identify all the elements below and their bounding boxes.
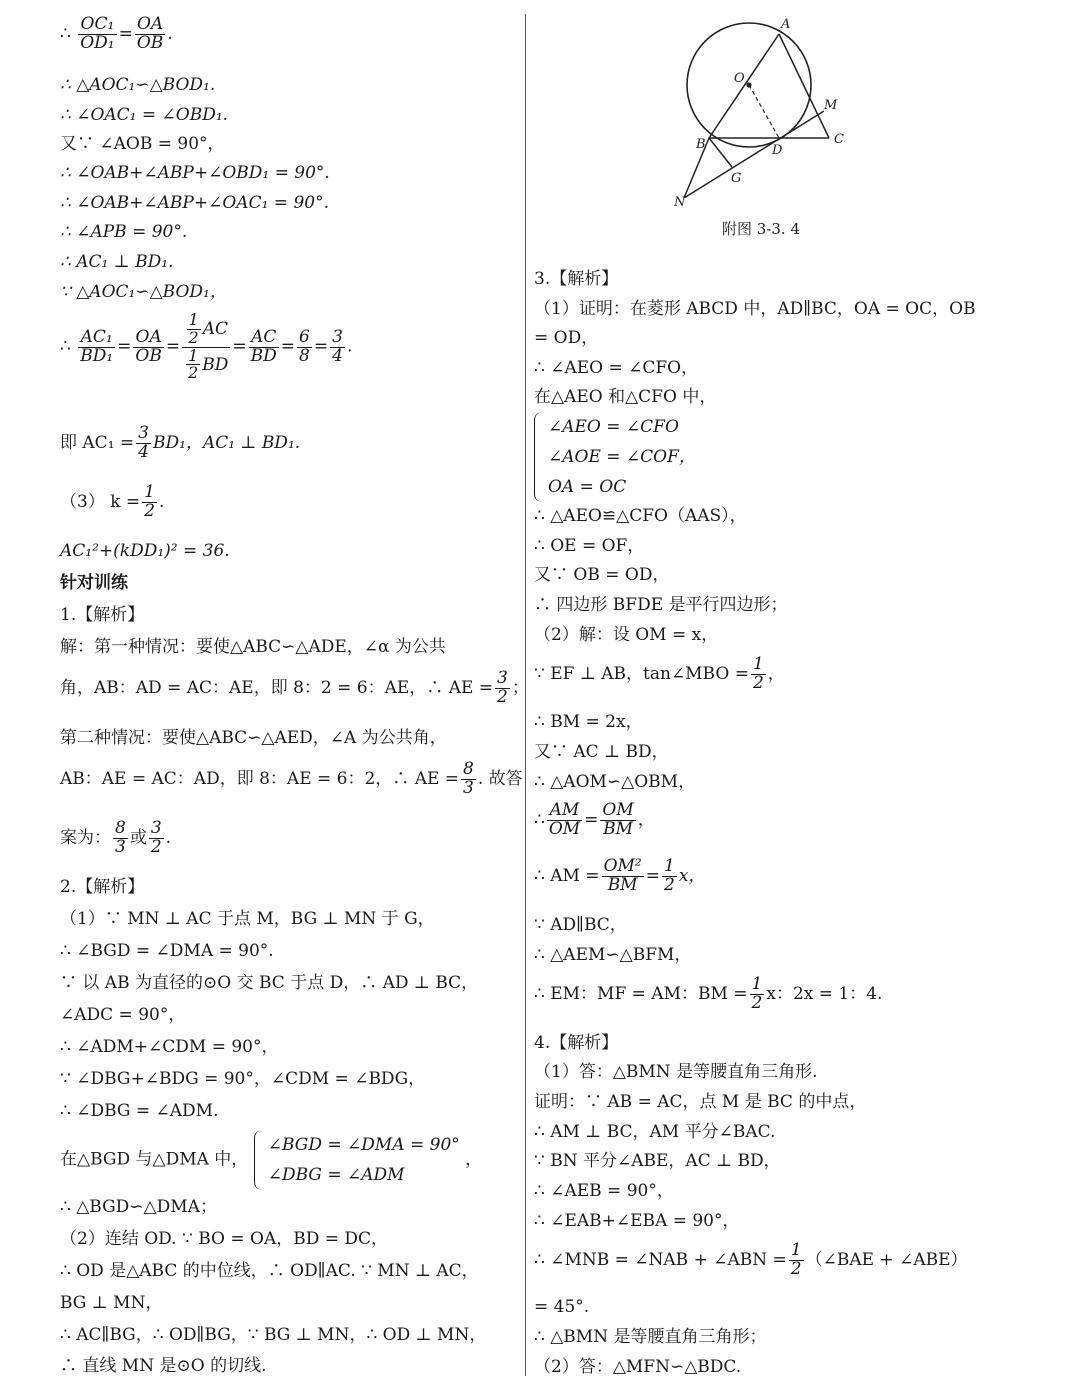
text-line: = OD，	[534, 328, 599, 348]
fraction: $\frac{OM}{BM}$	[602, 800, 634, 839]
problem-3-heading: 3.【解析】	[534, 269, 619, 289]
text-line: 角，AB：AD = AC：AE，即 8：2 = 6：AE，∴ AE = $\frac{3}{2}$ ；	[60, 668, 529, 707]
text-line: ∵ △AOC₁∽△BOD₁，	[60, 282, 227, 302]
text-line: ∴ OE = OF，	[534, 536, 645, 556]
text-line: ∴ AM = $\frac{\text{OM²}}{BM}$ = $\frac{1}{2}$ x，	[534, 856, 706, 895]
fraction: $\frac{OA}{OB}$	[135, 326, 162, 366]
text-line: ∴ ∠AEO = ∠CFO，	[534, 358, 699, 378]
fraction: $\frac{8}{3}$	[463, 759, 474, 798]
text-line: （2）连结 OD. ∵ BO = OA，BD = DC，	[60, 1229, 389, 1249]
text-line: ∴ 四边形 BFDE 是平行四边形；	[534, 595, 788, 615]
figure-label: O	[734, 71, 745, 86]
figure-label: A	[781, 17, 791, 32]
text-line: ∴ OD 是△ABC 的中位线，∴ OD∥AC. ∵ MN ⊥ AC，	[60, 1261, 479, 1281]
fraction: $\frac{\text{OC₁}}{\text{OD₁}}$	[80, 14, 115, 53]
text-line: 又∵ ∠AOB = 90°，	[60, 134, 225, 154]
figure-label: B	[696, 137, 706, 152]
text-line: ∴ △AEO≌△CFO（AAS），	[534, 506, 747, 526]
text-line: （2）答：△MFN∽△BDC.	[534, 1357, 742, 1377]
text-line: ∴ △AOM∽△OBM，	[534, 772, 696, 792]
eq-conclusion: 即 AC₁ = $\frac{3}{4}$ BD₁，AC₁ ⊥ BD₁.	[60, 423, 301, 462]
fraction: $\frac{\text{OM²}}{BM}$	[603, 856, 642, 895]
fraction: $\frac{6}{8}$	[299, 326, 310, 366]
segment	[709, 138, 732, 167]
text-line: ∴ ∠DBG = ∠ADM.	[60, 1101, 219, 1121]
eq-k-value: （3） k = $\frac{1}{2}$ .	[60, 482, 165, 521]
geometry-figure	[674, 10, 904, 210]
text-line: ∴ ∠BGD = ∠DMA = 90°.	[60, 941, 274, 961]
text-line: （1）答：△BMN 是等腰直角三角形.	[534, 1062, 818, 1082]
fraction: $\frac{1}{2}$	[751, 974, 763, 1013]
text-line: ∴ AM ⊥ BC，AM 平分∠BAC.	[534, 1122, 776, 1142]
text-line: ∵ ∠DBG+∠BDG = 90°，∠CDM = ∠BDG，	[60, 1069, 426, 1089]
text-line: AC₁²+(kDD₁)² = 36.	[60, 541, 230, 561]
text-line: ∵ EF ⊥ AB，tan∠MBO = $\frac{1}{2}$ ，	[534, 654, 785, 693]
figure-label: G	[731, 171, 742, 186]
figure-label: C	[834, 132, 844, 147]
eq-ratio-chain: ∴ $\frac{\text{AC₁}}{\text{BD₁}}$ = $\frac{OA}{OB}$ = $\frac{1}{2}$ AC $\frac{1}{2}$ BD = $\frac{AC}{BD}$ = $\frac{6}{8}$ = $\frac{3}{4}$ .	[60, 310, 353, 383]
fraction: $\frac{8}{3}$	[115, 818, 126, 857]
text-line: ∴ ∠APB = 90°.	[60, 222, 188, 242]
text-line: 又∵ OB = OD，	[534, 565, 670, 585]
fraction: $\frac{1}{2}$	[144, 482, 155, 521]
text-line: ∴ $\frac{AM}{OM}$ = $\frac{OM}{BM}$ ，	[534, 800, 655, 839]
text-line: ∴ ∠OAB+∠ABP+∠OAC₁ = 90°.	[60, 193, 329, 213]
fraction: $\frac{3}{4}$	[138, 423, 149, 462]
text-line: 证明：∵ AB = AC，点 M 是 BC 的中点，	[534, 1092, 867, 1112]
fraction: $\frac{1}{2}$	[752, 654, 764, 693]
text-line: ∵ 以 AB 为直径的⊙O 交 BC 于点 D，∴ AD ⊥ BC，	[60, 973, 479, 993]
text-line: 在△AEO 和△CFO 中，	[534, 387, 717, 407]
text-line: 案为： $\frac{8}{3}$ 或 $\frac{3}{2}$ .	[60, 818, 172, 857]
problem-1-heading: 1.【解析】	[60, 605, 145, 625]
text-line: = 45°.	[534, 1297, 590, 1317]
text-line: ∴ △BMN 是等腰直角三角形；	[534, 1327, 767, 1347]
system-bgd-dma: 在△BGD 与△DMA 中， ∠BGD = ∠DMA = 90° ∠DBG = ∠ADM ，	[60, 1130, 482, 1190]
fraction: $\frac{1}{2}$	[663, 856, 675, 895]
segment	[749, 85, 779, 138]
text-line: 解：第一种情况：要使△ABC∽△ADE，∠α 为公共	[60, 637, 446, 657]
text-line: ∴ ∠ADM+∠CDM = 90°，	[60, 1037, 279, 1057]
text-line: ∴ ∠OAB+∠ABP+∠OBD₁ = 90°.	[60, 163, 330, 183]
brace-system: ∠AEO = ∠CFO ∠AOE = ∠COF， OA = OC	[534, 412, 696, 502]
brace-system: ∠BGD = ∠DMA = 90° ∠DBG = ∠ADM	[254, 1130, 460, 1190]
segment	[779, 34, 829, 138]
text-line: ∴ 直线 MN 是⊙O 的切线.	[60, 1356, 267, 1376]
text-line: BG ⊥ MN，	[60, 1293, 163, 1313]
fraction: $\frac{AC}{BD}$	[250, 326, 277, 366]
text-line: 又∵ AC ⊥ BD，	[534, 742, 669, 762]
text-line: ∴ ∠AEB = 90°，	[534, 1181, 674, 1201]
text-line: ∴ ∠OAC₁ = ∠OBD₁.	[60, 105, 229, 125]
fraction: $\frac{OA}{OB}$	[136, 14, 164, 53]
section-heading: 针对训练	[60, 573, 128, 593]
fraction: $\frac{AM}{OM}$	[548, 800, 581, 839]
text-line: ∴ ∠MNB = ∠NAB + ∠ABN = $\frac{1}{2}$ （∠BAE + ∠ABE）	[534, 1240, 968, 1279]
figure-label: D	[772, 143, 783, 158]
system-aeo-cfo	[534, 412, 696, 502]
fraction: $\frac{3}{2}$	[497, 668, 508, 707]
text-line: ∴ EM：MF = AM：BM = $\frac{1}{2}$ x：2x = 1：4.	[534, 974, 883, 1013]
text-line: ∴ BM = 2x，	[534, 712, 643, 732]
figure-caption: 附图 3-3. 4	[722, 220, 801, 238]
eq-ratio-oc1: ∴ $\frac{\text{OC₁}}{\text{OD₁}}$ = $\frac{OA}{OB}$ .	[60, 14, 173, 53]
fraction: $\frac{3}{4}$	[332, 326, 343, 366]
text-line: （2）解：设 OM = x，	[534, 625, 719, 645]
problem-2-heading: 2.【解析】	[60, 877, 145, 897]
text-line: 第二种情况：要使△ABC∽△AED，∠A 为公共角，	[60, 728, 447, 748]
segment	[709, 34, 779, 138]
text-line: ∴ △AOC₁∽△BOD₁.	[60, 75, 216, 95]
text-line: ∴ △AEM∽△BFM，	[534, 945, 692, 965]
problem-4-heading: 4.【解析】	[534, 1033, 619, 1053]
figure-label: N	[674, 195, 686, 210]
compound-fraction: $\frac{1}{2}$ AC $\frac{1}{2}$ BD	[182, 312, 230, 382]
fraction: $\frac{3}{2}$	[150, 818, 162, 857]
text-line: ∠ADC = 90°，	[60, 1005, 186, 1025]
fraction: $\frac{\text{AC₁}}{\text{BD₁}}$	[80, 326, 114, 366]
text-line: AB：AE = AC：AD，即 8：AE = 6：2，∴ AE = $\frac{8}{3}$ . 故答	[60, 759, 523, 798]
point-o	[746, 82, 751, 87]
fraction: $\frac{1}{2}$	[790, 1240, 802, 1279]
text-line: （1）证明：在菱形 ABCD 中，AD∥BC，OA = OC，OB	[534, 299, 976, 319]
segment	[684, 111, 824, 198]
text-line: ∴ AC₁ ⊥ BD₁.	[60, 252, 174, 272]
text-line: ∵ BN 平分∠ABE，AC ⊥ BD，	[534, 1151, 781, 1171]
text-line: ∴ AC∥BG，∴ OD∥BG，∵ BG ⊥ MN，∴ OD ⊥ MN，	[60, 1325, 487, 1345]
text-line: ∴ ∠EAB+∠EBA = 90°，	[534, 1211, 740, 1231]
text-line: （1）∵ MN ⊥ AC 于点 M，BG ⊥ MN 于 G，	[60, 909, 435, 929]
figure-label: M	[824, 98, 838, 113]
text-line: ∴ △BGD∽△DMA；	[60, 1197, 217, 1217]
text-line: ∵ AD∥BC，	[534, 915, 627, 935]
